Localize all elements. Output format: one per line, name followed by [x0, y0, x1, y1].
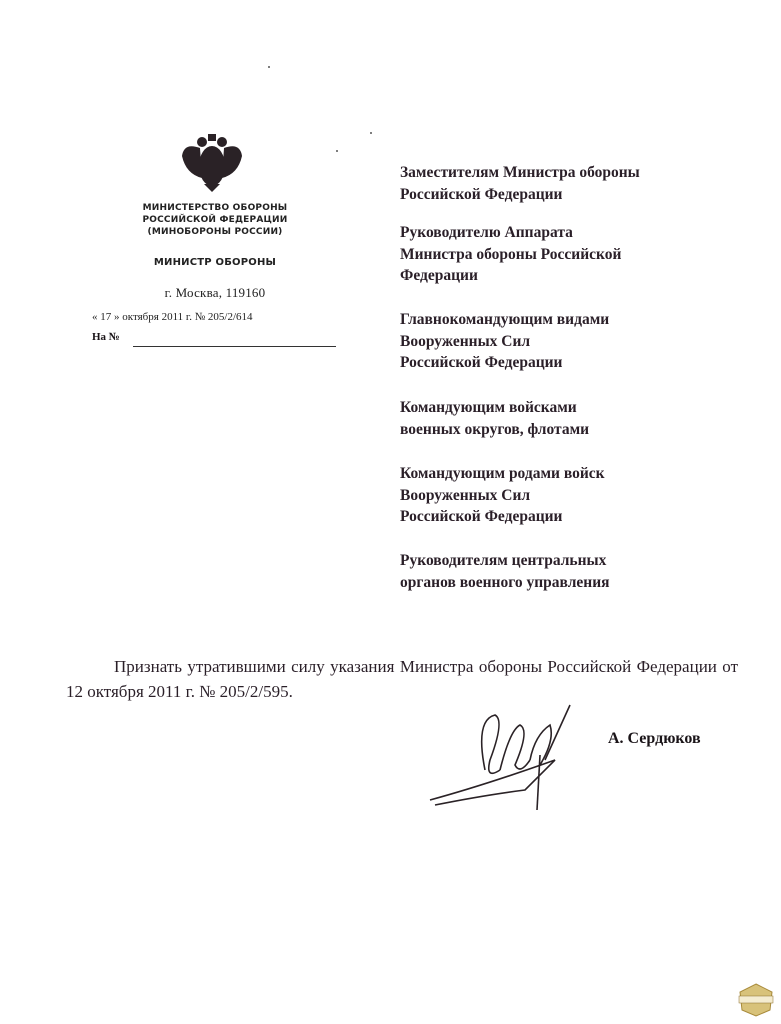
- addressee-line: Российской Федерации: [400, 354, 563, 371]
- addressee-line: Руководителям центральных: [400, 552, 607, 569]
- body-paragraph: Признать утратившими силу указания Министра обороны Российской Федерации от 12 октября 2011 г. № 205/2/595.: [66, 657, 738, 701]
- org-line: (МИНОБОРОНЫ РОССИИ): [147, 227, 283, 237]
- reference-underline: [133, 346, 336, 347]
- addressee-line: военных округов, флотами: [400, 420, 590, 438]
- addressee-line: Вооруженных Сил: [400, 486, 531, 504]
- addressee-block: [400, 222, 621, 287]
- org-line: МИНИСТЕРСТВО ОБОРОНЫ: [142, 203, 288, 213]
- handwritten-signature: [425, 700, 595, 815]
- org-line: РОССИЙСКОЙ ФЕДЕРАЦИИ: [142, 215, 288, 225]
- addressee-line: Главнокомандующим видами: [400, 311, 610, 328]
- ministry-name: [100, 202, 330, 238]
- reference-label: На №: [92, 331, 120, 343]
- addressee-line: Руководителю Аппарата: [400, 224, 573, 241]
- addressee-line: Командующим родами войск: [400, 465, 605, 482]
- addressee-line: Заместителям Министра обороны: [400, 164, 640, 181]
- double-headed-eagle-emblem: [180, 134, 244, 192]
- watermark-logo: [736, 982, 776, 1018]
- addressee-block: [400, 550, 610, 593]
- addressee-line: Федерации: [400, 267, 478, 284]
- addressee-line: Российской Федерации: [400, 185, 563, 203]
- scan-speck: [370, 132, 372, 134]
- addressee-block: [400, 463, 605, 528]
- addressee-line: органов военного управления: [400, 573, 610, 591]
- addressee-line: Вооруженных Сил: [400, 332, 531, 350]
- addressee-line: Командующим войсками: [400, 399, 577, 416]
- addressee-block: [400, 162, 640, 205]
- address: г. Москва, 119160: [164, 285, 266, 300]
- scan-speck: [336, 150, 338, 152]
- date-and-number: « 17 » октября 2011 г. № 205/2/614: [92, 311, 253, 323]
- scan-speck: [268, 66, 270, 68]
- signatory-name: А. Сердюков: [608, 730, 701, 747]
- addressee-block: [400, 309, 609, 374]
- position-title: МИНИСТР ОБОРОНЫ: [153, 257, 277, 268]
- addressee-block: [400, 397, 589, 440]
- addressee-line: Министра обороны Российской: [400, 245, 622, 263]
- addressee-line: Российской Федерации: [400, 508, 563, 525]
